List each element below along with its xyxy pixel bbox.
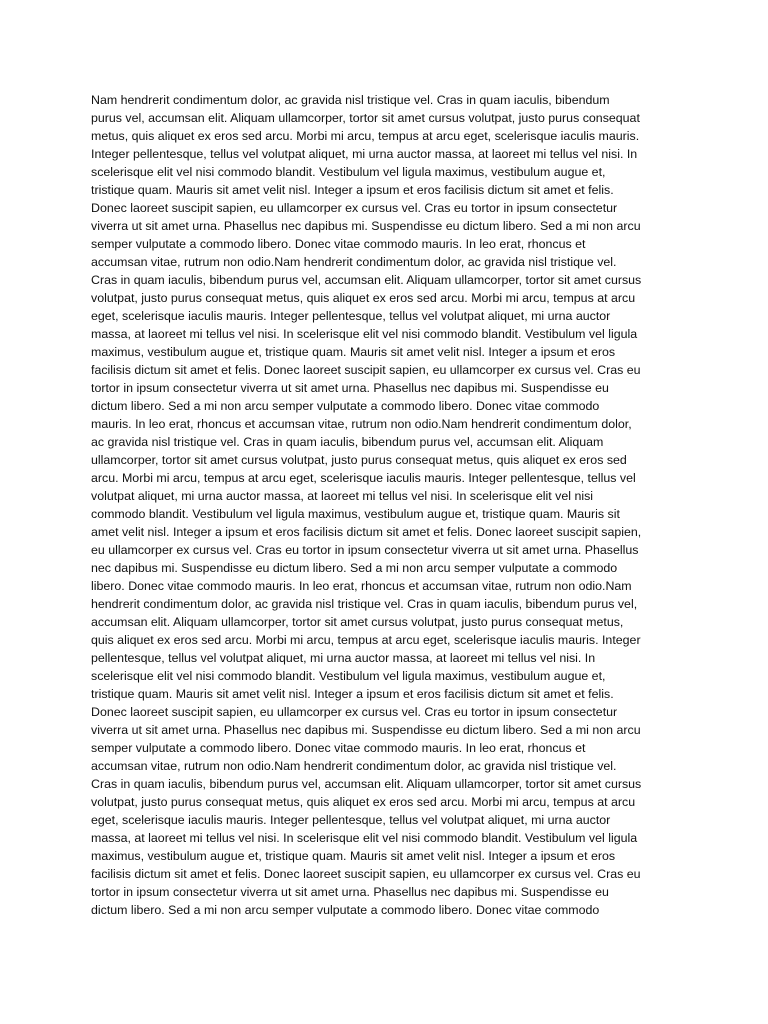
text-line: semper vulputate a commodo libero. Donec vitae commodo mauris. In leo erat, rhoncus et — [91, 237, 586, 251]
body-paragraph — [91, 91, 679, 919]
text-line: amet velit nisl. Integer a ipsum et eros facilisis dictum sit amet et felis. Donec laoreet suscipit sapien, — [91, 525, 642, 539]
text-line: maximus, vestibulum augue et, tristique quam. Mauris sit amet velit nisl. Integer a ipsum et eros — [91, 849, 616, 863]
text-line: viverra ut sit amet urna. Phasellus nec dapibus mi. Suspendisse eu dictum libero. Sed a mi non arcu — [91, 219, 641, 233]
text-line: nec dapibus mi. Suspendisse eu dictum libero. Sed a mi non arcu semper vulputate a commodo — [91, 561, 618, 575]
text-line: facilisis dictum sit amet et felis. Donec laoreet suscipit sapien, eu ullamcorper ex cursus vel. Cras eu — [91, 867, 641, 881]
text-line: accumsan vitae, rutrum non odio.Nam hendrerit condimentum dolor, ac gravida nisl tristique vel. — [91, 759, 617, 773]
text-line: commodo blandit. Vestibulum vel ligula maximus, vestibulum augue et, tristique quam. Mauris sit — [91, 507, 620, 521]
text-line: volutpat, justo purus consequat metus, quis aliquet ex eros sed arcu. Morbi mi arcu, tempus at arcu — [91, 291, 636, 305]
text-line: accumsan elit. Aliquam ullamcorper, tortor sit amet cursus volutpat, justo purus consequat metus, — [91, 615, 624, 629]
text-line: eget, scelerisque iaculis mauris. Integer pellentesque, tellus vel volutpat aliquet, mi urna auctor — [91, 813, 611, 827]
text-line: massa, at laoreet mi tellus vel nisi. In scelerisque elit vel nisi commodo blandit. Vestibulum vel ligula — [91, 831, 638, 845]
text-line: Cras in quam iaculis, bibendum purus vel, accumsan elit. Aliquam ullamcorper, tortor sit amet cursus — [91, 777, 642, 791]
text-line: accumsan vitae, rutrum non odio.Nam hendrerit condimentum dolor, ac gravida nisl tristique vel. — [91, 255, 617, 269]
text-line: eu ullamcorper ex cursus vel. Cras eu tortor in ipsum consectetur viverra ut sit amet urna. Phasellus — [91, 543, 639, 557]
text-line: quis aliquet ex eros sed arcu. Morbi mi arcu, tempus at arcu eget, scelerisque iaculis mauris. Integer — [91, 633, 641, 647]
text-line: Nam hendrerit condimentum dolor, ac gravida nisl tristique vel. Cras in quam iaculis, bibendum — [91, 93, 610, 107]
text-line: volutpat aliquet, mi urna auctor massa, at laoreet mi tellus vel nisi. In scelerisque elit vel nisi — [91, 489, 594, 503]
text-line: Donec laoreet suscipit sapien, eu ullamcorper ex cursus vel. Cras eu tortor in ipsum consectetur — [91, 201, 618, 215]
text-line: Integer pellentesque, tellus vel volutpat aliquet, mi urna auctor massa, at laoreet mi tellus vel nisi. In — [91, 147, 638, 161]
text-line: dictum libero. Sed a mi non arcu semper vulputate a commodo libero. Donec vitae commodo — [91, 903, 600, 917]
text-line: mauris. In leo erat, rhoncus et accumsan vitae, rutrum non odio.Nam hendrerit condimentum dolor, — [91, 417, 632, 431]
text-line: hendrerit condimentum dolor, ac gravida nisl tristique vel. Cras in quam iaculis, bibendum purus vel, — [91, 597, 638, 611]
text-line: tristique quam. Mauris sit amet velit nisl. Integer a ipsum et eros facilisis dictum sit amet et felis. — [91, 183, 614, 197]
text-line: scelerisque elit vel nisi commodo blandit. Vestibulum vel ligula maximus, vestibulum augue et, — [91, 165, 606, 179]
text-line: tristique quam. Mauris sit amet velit nisl. Integer a ipsum et eros facilisis dictum sit amet et felis. — [91, 687, 614, 701]
text-line: Cras in quam iaculis, bibendum purus vel, accumsan elit. Aliquam ullamcorper, tortor sit amet cursus — [91, 273, 642, 287]
text-line: libero. Donec vitae commodo mauris. In leo erat, rhoncus et accumsan vitae, rutrum non odio.Nam — [91, 579, 632, 593]
text-line: dictum libero. Sed a mi non arcu semper vulputate a commodo libero. Donec vitae commodo — [91, 399, 600, 413]
text-line: tortor in ipsum consectetur viverra ut sit amet urna. Phasellus nec dapibus mi. Suspendisse eu — [91, 885, 609, 899]
text-line: purus vel, accumsan elit. Aliquam ullamcorper, tortor sit amet cursus volutpat, justo purus consequat — [91, 111, 640, 125]
text-line: ac gravida nisl tristique vel. Cras in quam iaculis, bibendum purus vel, accumsan elit. Aliquam — [91, 435, 604, 449]
text-line: viverra ut sit amet urna. Phasellus nec dapibus mi. Suspendisse eu dictum libero. Sed a mi non arcu — [91, 723, 641, 737]
text-line: semper vulputate a commodo libero. Donec vitae commodo mauris. In leo erat, rhoncus et — [91, 741, 586, 755]
text-line: facilisis dictum sit amet et felis. Donec laoreet suscipit sapien, eu ullamcorper ex cursus vel. Cras eu — [91, 363, 641, 377]
text-line: massa, at laoreet mi tellus vel nisi. In scelerisque elit vel nisi commodo blandit. Vestibulum vel ligula — [91, 327, 638, 341]
text-line: volutpat, justo purus consequat metus, quis aliquet ex eros sed arcu. Morbi mi arcu, tempus at arcu — [91, 795, 636, 809]
text-line: arcu. Morbi mi arcu, tempus at arcu eget, scelerisque iaculis mauris. Integer pellentesque, tellus vel — [91, 471, 636, 485]
text-line: eget, scelerisque iaculis mauris. Integer pellentesque, tellus vel volutpat aliquet, mi urna auctor — [91, 309, 611, 323]
text-line: tortor in ipsum consectetur viverra ut sit amet urna. Phasellus nec dapibus mi. Suspendisse eu — [91, 381, 609, 395]
text-line: pellentesque, tellus vel volutpat aliquet, mi urna auctor massa, at laoreet mi tellus vel nisi. In — [91, 651, 596, 665]
text-line: scelerisque elit vel nisi commodo blandit. Vestibulum vel ligula maximus, vestibulum augue et, — [91, 669, 606, 683]
text-line: Donec laoreet suscipit sapien, eu ullamcorper ex cursus vel. Cras eu tortor in ipsum consectetur — [91, 705, 618, 719]
text-line: maximus, vestibulum augue et, tristique quam. Mauris sit amet velit nisl. Integer a ipsum et eros — [91, 345, 616, 359]
text-line: ullamcorper, tortor sit amet cursus volutpat, justo purus consequat metus, quis aliquet ex eros sed — [91, 453, 627, 467]
text-line: metus, quis aliquet ex eros sed arcu. Morbi mi arcu, tempus at arcu eget, scelerisque iaculis mauris. — [91, 129, 640, 143]
